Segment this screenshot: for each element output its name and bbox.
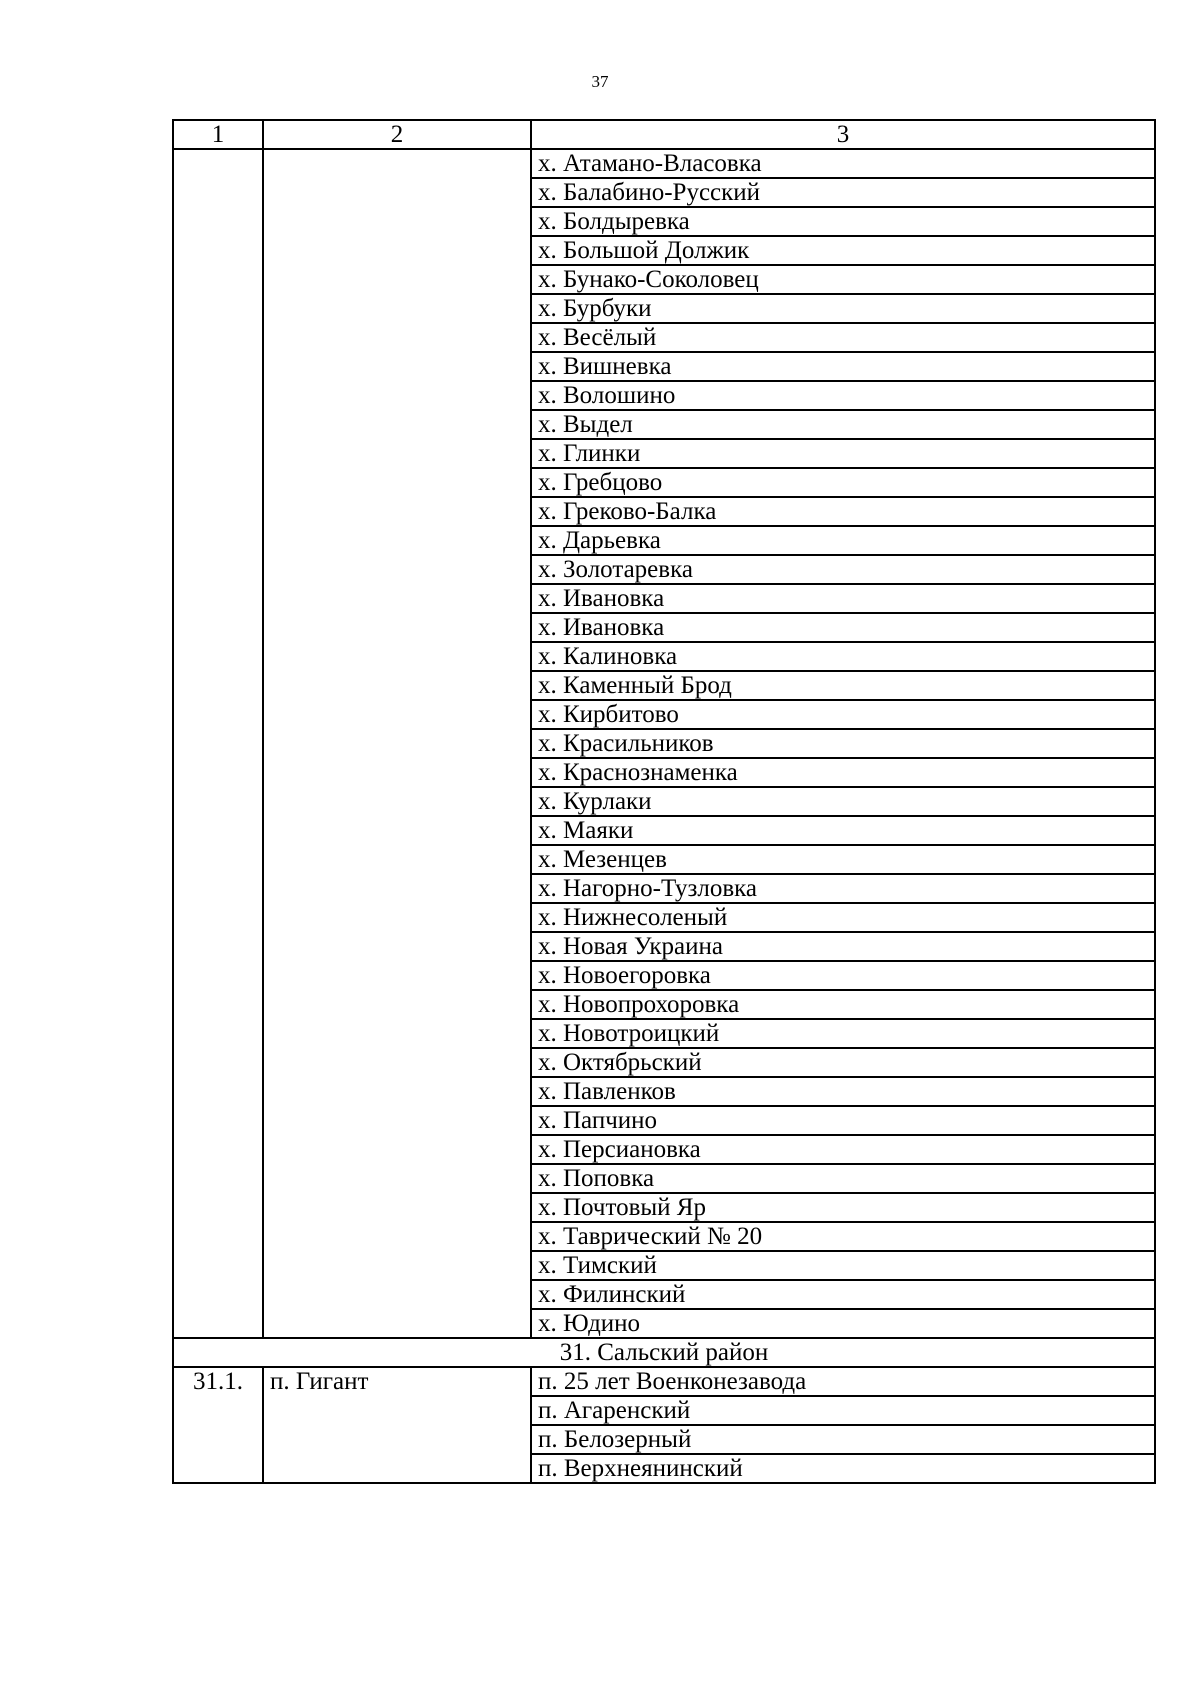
settlement-cell: х. Курлаки <box>531 787 1155 816</box>
settlement-cell: х. Весёлый <box>531 323 1155 352</box>
settlement-cell: х. Октябрьский <box>531 1048 1155 1077</box>
center-cell-empty <box>263 149 531 1338</box>
settlement-cell: х. Персиановка <box>531 1135 1155 1164</box>
settlement-cell: х. Дарьевка <box>531 526 1155 555</box>
number-cell-empty <box>173 149 263 1338</box>
page-number: 37 <box>591 72 609 91</box>
settlement-cell: х. Новоегоровка <box>531 961 1155 990</box>
entry-center: п. Гигант <box>263 1367 531 1483</box>
settlement-cell: х. Гребцово <box>531 468 1155 497</box>
settlement-cell: х. Болдыревка <box>531 207 1155 236</box>
settlement-cell: х. Греково-Балка <box>531 497 1155 526</box>
settlement-cell: х. Папчино <box>531 1106 1155 1135</box>
settlement-cell: х. Большой Должик <box>531 236 1155 265</box>
settlement-cell: х. Тимский <box>531 1251 1155 1280</box>
settlement-cell: х. Нагорно-Тузловка <box>531 874 1155 903</box>
settlement-cell: х. Краснознаменка <box>531 758 1155 787</box>
settlement-cell: х. Атамано-Власовка <box>531 149 1155 178</box>
settlement-cell: х. Балабино-Русский <box>531 178 1155 207</box>
settlement-cell: х. Филинский <box>531 1280 1155 1309</box>
header-cell-3: 3 <box>531 120 1155 149</box>
settlement-cell: х. Маяки <box>531 816 1155 845</box>
settlement-cell: п. Агаренский <box>531 1396 1155 1425</box>
settlement-cell: х. Бурбуки <box>531 294 1155 323</box>
settlement-cell: х. Новая Украина <box>531 932 1155 961</box>
header-cell-2: 2 <box>263 120 531 149</box>
settlement-cell: х. Мезенцев <box>531 845 1155 874</box>
settlement-cell: х. Таврический № 20 <box>531 1222 1155 1251</box>
settlement-cell: х. Поповка <box>531 1164 1155 1193</box>
settlements-table <box>172 119 1156 1484</box>
settlement-cell: х. Красильников <box>531 729 1155 758</box>
section-row <box>173 1338 1155 1367</box>
table-row <box>173 1367 1155 1396</box>
settlement-cell: х. Новопрохоровка <box>531 990 1155 1019</box>
settlement-cell: х. Ивановка <box>531 613 1155 642</box>
settlement-cell: х. Выдел <box>531 410 1155 439</box>
settlement-cell: х. Каменный Брод <box>531 671 1155 700</box>
settlement-cell: х. Кирбитово <box>531 700 1155 729</box>
settlement-cell: х. Бунако-Соколовец <box>531 265 1155 294</box>
settlement-cell: х. Калиновка <box>531 642 1155 671</box>
settlement-cell: п. Верхнеянинский <box>531 1454 1155 1483</box>
settlement-cell: х. Золотаревка <box>531 555 1155 584</box>
section-title: 31. Сальский район <box>173 1338 1155 1367</box>
header-cell-1: 1 <box>173 120 263 149</box>
table-row <box>173 149 1155 178</box>
settlement-cell: х. Глинки <box>531 439 1155 468</box>
settlement-cell: х. Юдино <box>531 1309 1155 1338</box>
settlement-cell: х. Почтовый Яр <box>531 1193 1155 1222</box>
settlement-cell: х. Павленков <box>531 1077 1155 1106</box>
settlement-cell: п. 25 лет Военконезавода <box>531 1367 1155 1396</box>
settlement-cell: х. Волошино <box>531 381 1155 410</box>
settlement-cell: п. Белозерный <box>531 1425 1155 1454</box>
settlement-cell: х. Вишневка <box>531 352 1155 381</box>
settlement-cell: х. Нижнесоленый <box>531 903 1155 932</box>
settlement-cell: х. Новотроицкий <box>531 1019 1155 1048</box>
header-row <box>173 120 1155 149</box>
entry-number: 31.1. <box>173 1367 263 1483</box>
settlement-cell: х. Ивановка <box>531 584 1155 613</box>
